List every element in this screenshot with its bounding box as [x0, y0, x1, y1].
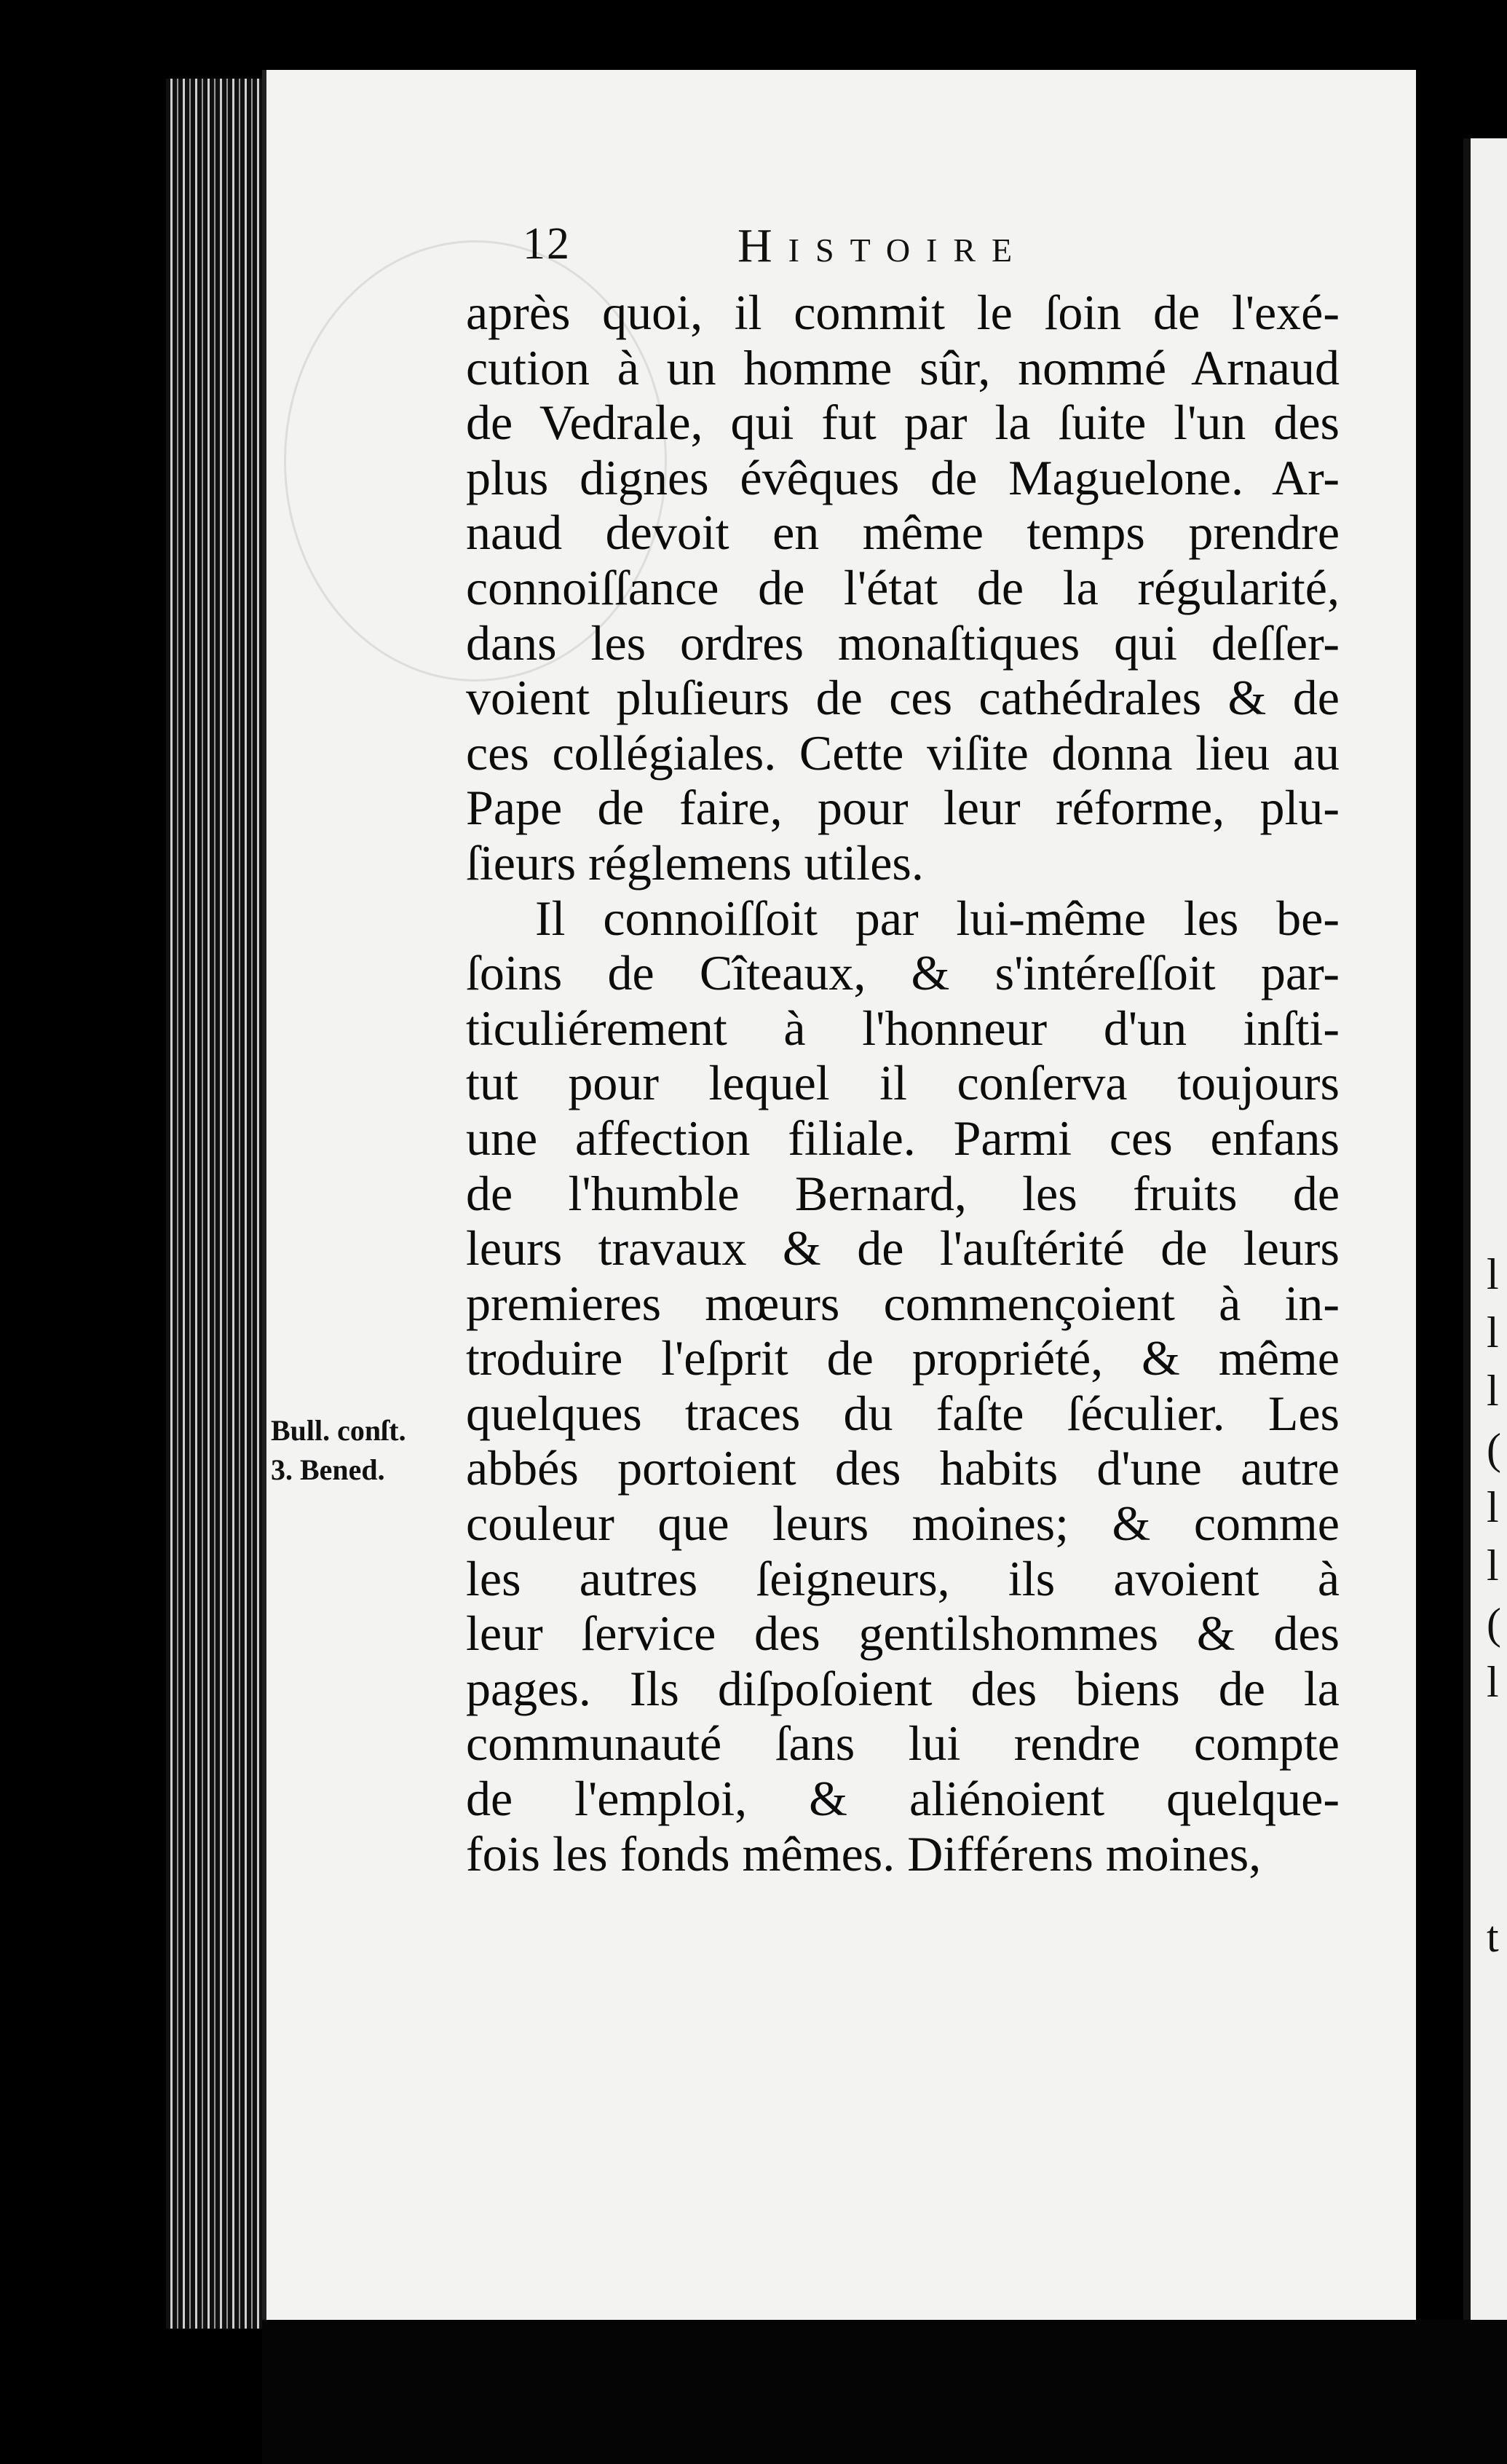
facing-page-glyph: t [1487, 1913, 1499, 1961]
body-text [466, 285, 1340, 1881]
text-line: après quoi, il commit le ſoin de l'exé- [466, 285, 1340, 340]
book-page-edges [166, 79, 275, 2329]
scan-border [262, 2320, 1507, 2464]
margin-note [271, 1411, 475, 1490]
text-line: quelques traces du faſte ſéculier. Les [466, 1385, 1340, 1441]
text-line: naud devoit en même temps prendre [466, 505, 1340, 561]
text-line: communauté ſans lui rendre compte [466, 1715, 1340, 1772]
text-line: dans les ordres monaſtiques qui deſſer- [466, 615, 1340, 671]
text-line: ſieurs réglemens utiles. [466, 834, 924, 891]
text-line: une affection filiale. Parmi ces enfans [466, 1110, 1340, 1166]
text-line: fois les fonds mêmes. Différens moines, [466, 1825, 1262, 1881]
text-line: connoiſſance de l'état de la régularité, [466, 559, 1340, 615]
text-line: ticuliérement à l'honneur d'un inſti- [466, 1000, 1340, 1056]
text-line: les autres ſeigneurs, ils avoient à [466, 1550, 1340, 1606]
text-line: pages. Ils diſpoſoient des biens de la [466, 1660, 1340, 1716]
margin-note-line: Bull. conſt. [271, 1414, 406, 1447]
text-line: de Vedrale, qui fut par la ſuite l'un des [466, 395, 1340, 451]
facing-page-glyph: l [1487, 1367, 1499, 1415]
text-line: cution à un homme sûr, nommé Arnaud [466, 339, 1340, 395]
text-line: troduire l'eſprit de propriété, & même [466, 1330, 1340, 1386]
text-line: leurs travaux & de l'auſtérité de leurs [466, 1220, 1340, 1276]
page-header [523, 218, 1178, 284]
facing-page-glyph: l [1487, 1250, 1499, 1298]
text-line: premieres mœurs commençoient à in- [466, 1275, 1340, 1331]
text-line: Pape de faire, pour leur réforme, plu- [466, 780, 1340, 836]
facing-page-glyph: l [1487, 1483, 1499, 1531]
margin-note-line: 3. Bened. [271, 1453, 385, 1486]
text-line: Il connoiſſoit par lui-même les be- [535, 890, 1340, 946]
facing-page-glyph: ( [1487, 1600, 1501, 1648]
text-line: couleur que leurs moines; & comme [466, 1496, 1340, 1552]
facing-page-glyph: l [1487, 1308, 1499, 1357]
text-line: leur ſervice des gentilshommes & des [466, 1606, 1340, 1662]
facing-page-glyph: ( [1487, 1425, 1501, 1473]
text-line: plus dignes évêques de Maguelone. Ar- [466, 449, 1340, 505]
text-line: voient pluſieurs de ces cathédrales & de [466, 670, 1340, 726]
text-line: ces collégiales. Cette viſite donna lieu au [466, 724, 1340, 781]
text-line: tut pour lequel il conſerva toujours [466, 1055, 1340, 1111]
facing-page-glyph: l [1487, 1541, 1499, 1590]
facing-page-glyph: l [1487, 1658, 1499, 1706]
text-line: abbés portoient des habits d'une autre [466, 1440, 1340, 1496]
text-line: ſoins de Cîteaux, & s'intéreſſoit par- [466, 945, 1340, 1001]
page-number: 12 [523, 219, 571, 269]
facing-page-edge [1463, 138, 1507, 2337]
text-line: de l'emploi, & aliénoient quelque- [466, 1771, 1340, 1827]
text-line: de l'humble Bernard, les fruits de [466, 1165, 1340, 1221]
running-title: Histoire [737, 219, 1029, 272]
